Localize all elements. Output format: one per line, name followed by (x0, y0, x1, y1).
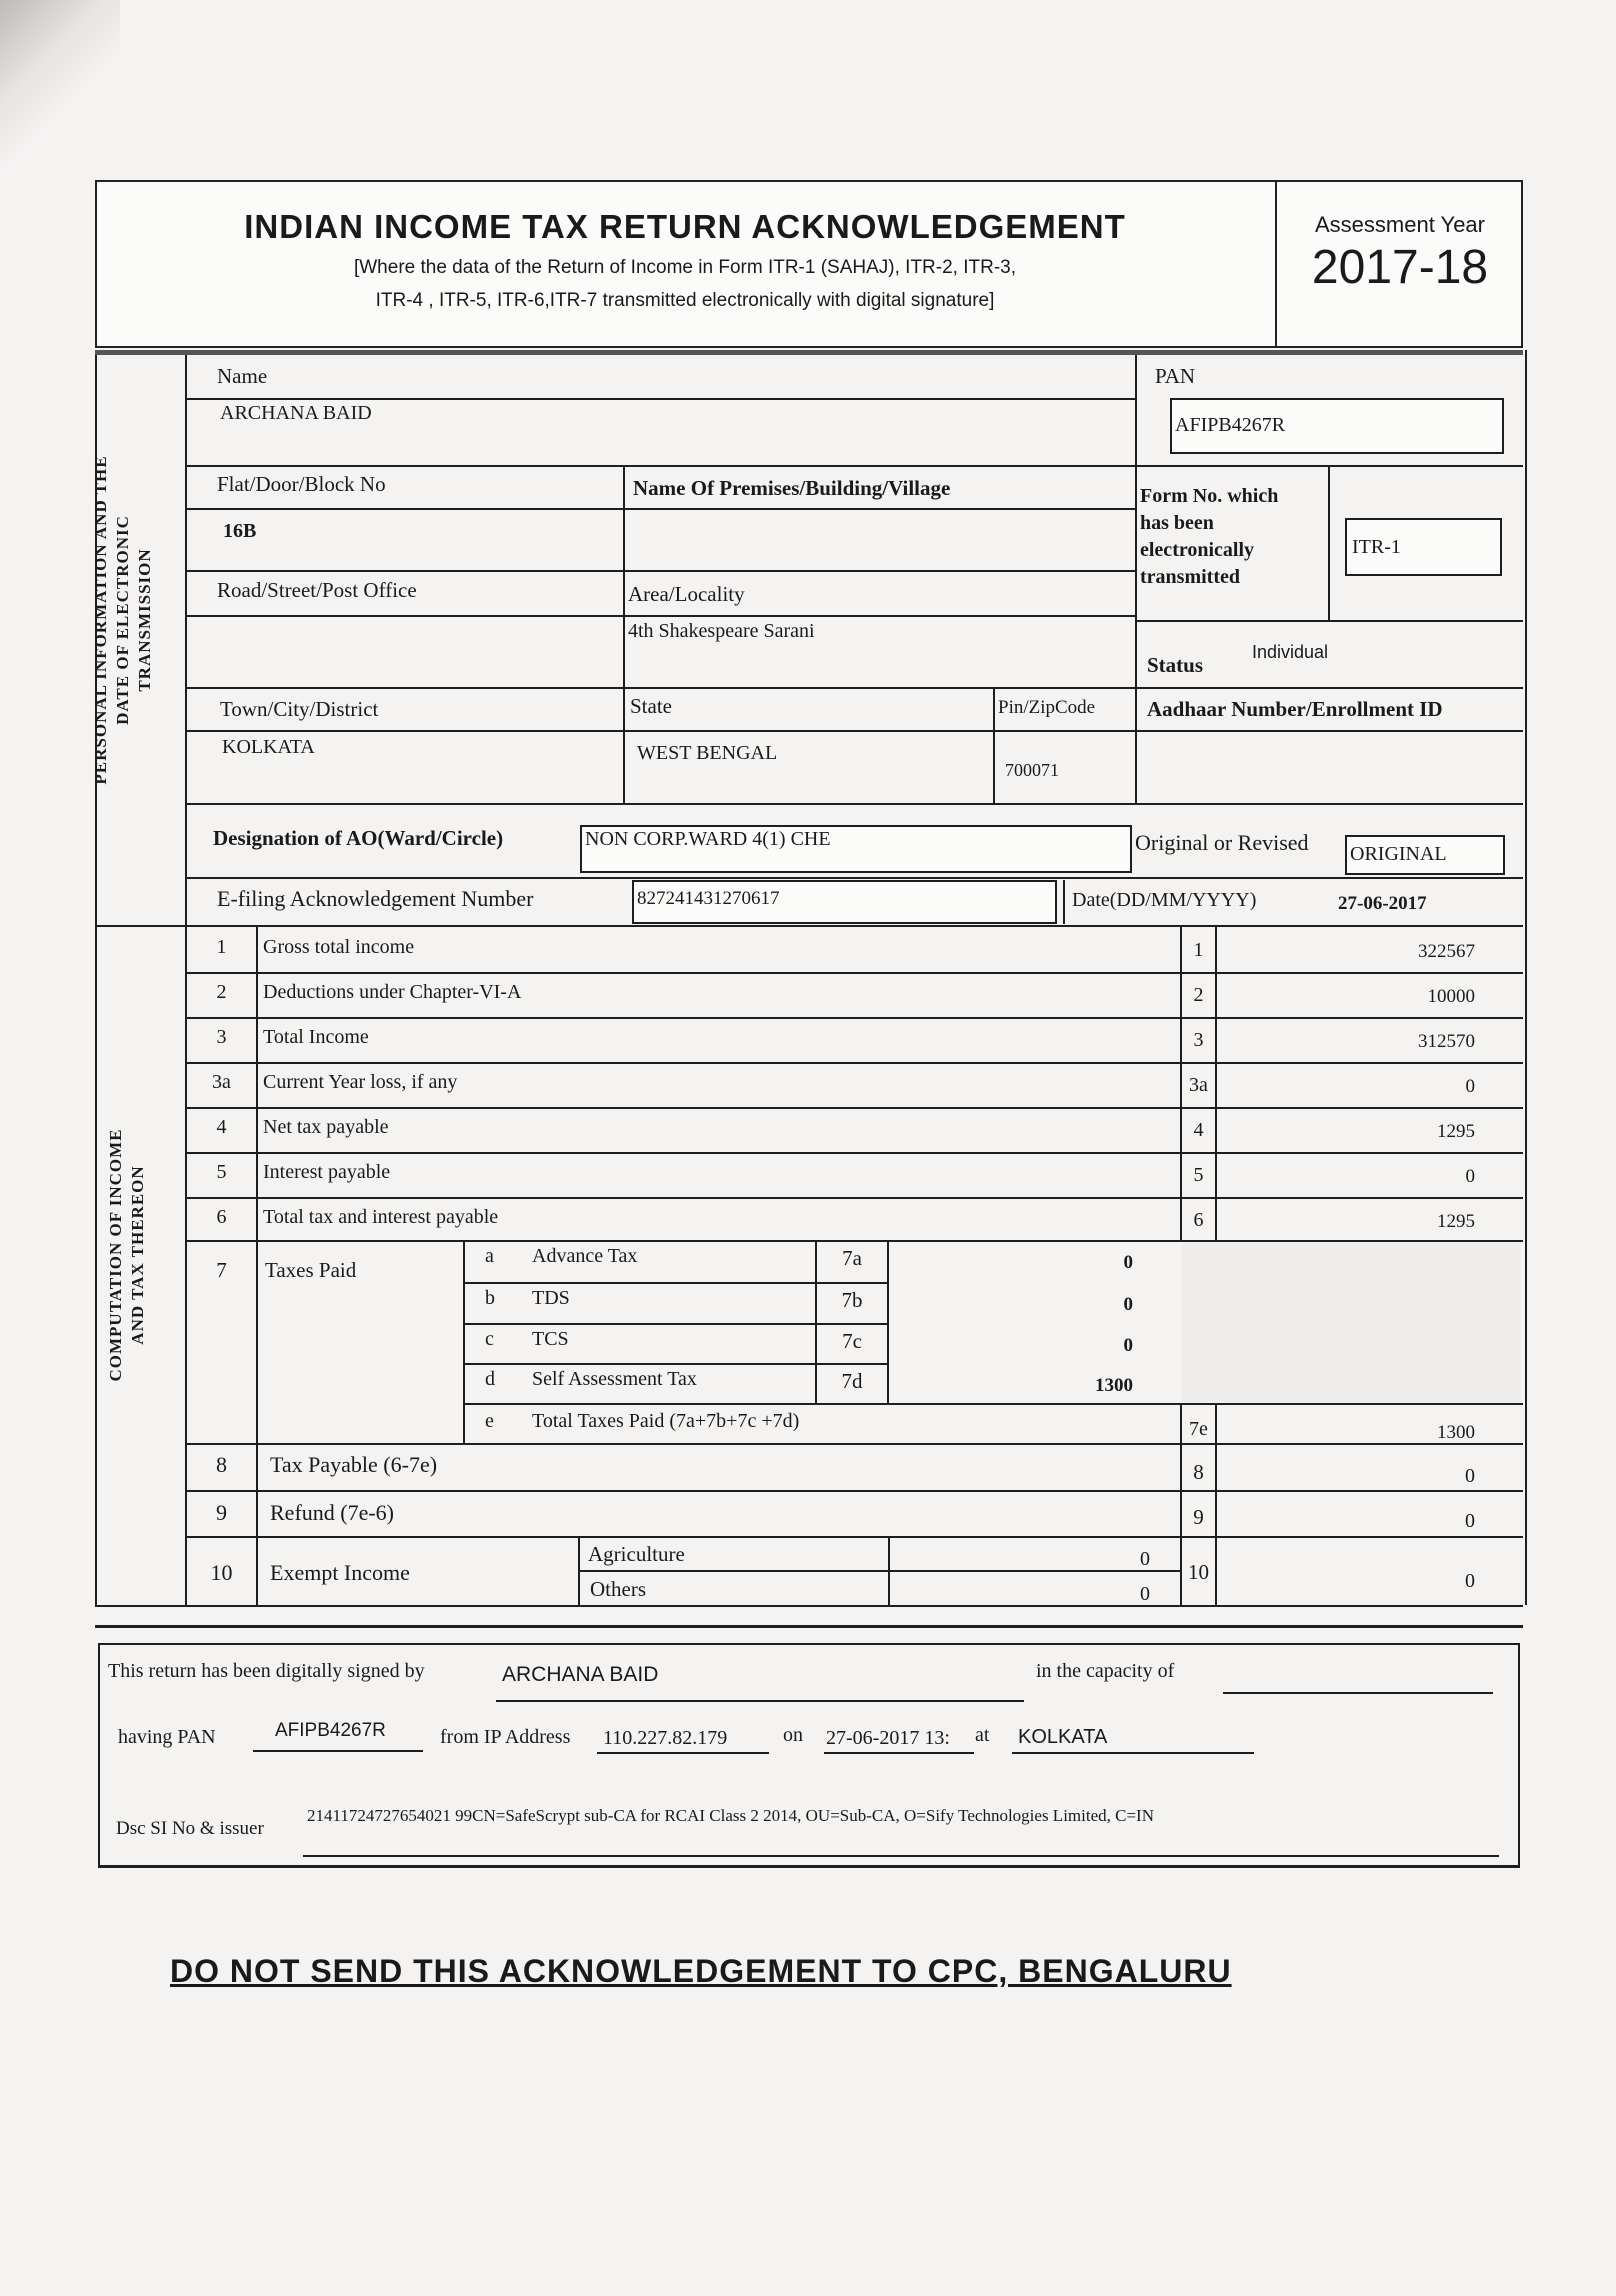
rule (187, 803, 1523, 805)
dsc-label: Dsc SI No & issuer (116, 1818, 264, 1839)
row-7-number: 7 (216, 1258, 227, 1282)
sign-place-value: KOLKATA (1018, 1726, 1108, 1748)
row-number: 3 (216, 1026, 227, 1048)
tax-item-label: Self Assessment Tax (532, 1368, 697, 1390)
at-label: at (975, 1724, 990, 1746)
form-no-label-line3: electronically (1140, 539, 1255, 561)
rule (187, 615, 1137, 617)
status-value: Individual (1252, 642, 1329, 662)
row-label: Gross total income (263, 936, 415, 958)
dsc-value: 21411724727654021 99CN=SafeScrypt sub-CA for RCAI Class 2 2014, OU=Sub-CA, O=Sify Technologies Limited, C=IN (307, 1806, 1154, 1825)
signer-pan-value: AFIPB4267R (275, 1720, 386, 1741)
form-no-label (1140, 483, 1278, 591)
rule (463, 1240, 465, 1443)
row-number: 6 (216, 1206, 227, 1228)
rule (187, 687, 1523, 689)
tax-item-ref: 7d (841, 1369, 863, 1393)
rule (887, 1240, 889, 1403)
assessment-year-value: 2017-18 (1311, 241, 1489, 294)
row-number: 4 (216, 1116, 227, 1138)
town-value: KOLKATA (222, 736, 315, 758)
row-ref: 6 (1193, 1209, 1204, 1231)
form-frame (95, 350, 1527, 1605)
row-value: 1295 (1437, 1211, 1475, 1232)
pan-label: PAN (1155, 364, 1196, 388)
rule (303, 1855, 1499, 1857)
document-title: INDIAN INCOME TAX RETURN ACKNOWLEDGEMENT (244, 208, 1126, 245)
row-7-label: Taxes Paid (265, 1258, 357, 1282)
rule (824, 1752, 974, 1754)
rule (597, 1752, 769, 1754)
row-label: Current Year loss, if any (263, 1071, 458, 1093)
rule (187, 508, 1137, 510)
pin-value: 700071 (1005, 760, 1059, 780)
rule (187, 398, 1137, 400)
row-9-label: Refund (7e-6) (270, 1500, 395, 1525)
area-label: Area/Locality (628, 582, 745, 606)
document-subtitle-line2: ITR-4 , ITR-5, ITR-6,ITR-7 transmitted electronically with digital signature] (375, 290, 995, 311)
state-label: State (630, 694, 672, 718)
sign-datetime-value: 27-06-2017 13: (826, 1727, 950, 1749)
tax-item-letter: b (485, 1287, 495, 1309)
row-label: Deductions under Chapter-VI-A (263, 981, 522, 1003)
ao-value: NON CORP.WARD 4(1) CHE (585, 828, 831, 850)
rule (95, 925, 1523, 927)
row-divider (187, 1017, 1523, 1019)
computation-section-label-line1: COMPUTATION OF INCOME (106, 1128, 125, 1382)
rule (187, 1536, 1523, 1538)
row-divider (187, 972, 1523, 974)
row-10-value: 0 (1465, 1570, 1475, 1592)
row-10-label: Exempt Income (270, 1560, 410, 1585)
agriculture-label: Agriculture (588, 1542, 685, 1566)
row-value: 0 (1465, 1166, 1475, 1187)
row-number: 3a (212, 1071, 231, 1093)
row-divider (187, 1062, 1523, 1064)
pin-label: Pin/ZipCode (998, 697, 1096, 718)
rule (1135, 620, 1523, 622)
row-value: 0 (1465, 1076, 1475, 1097)
personal-section-label-line3: TRANSMISSION (135, 548, 154, 692)
rule (1063, 880, 1065, 924)
row-9-number: 9 (216, 1500, 227, 1525)
row-8-number: 8 (216, 1452, 227, 1477)
tax-item-ref: 7c (842, 1329, 862, 1353)
rule (256, 925, 258, 1605)
name-label: Name (217, 364, 268, 388)
status-label: Status (1147, 653, 1204, 677)
name-value: ARCHANA BAID (220, 402, 372, 424)
computation-section-label (105, 1100, 165, 1410)
having-pan-label: having PAN (118, 1726, 216, 1748)
road-label: Road/Street/Post Office (217, 578, 417, 602)
ack-value: 827241431270617 (637, 888, 780, 909)
tax-item-label: TDS (532, 1287, 570, 1309)
row-8-ref: 8 (1193, 1460, 1204, 1484)
tax-item-divider (463, 1363, 887, 1365)
row-8-value: 0 (1465, 1465, 1475, 1487)
row-7e-letter: e (485, 1410, 494, 1432)
tax-item-divider (463, 1323, 887, 1325)
signed-by-value: ARCHANA BAID (502, 1663, 659, 1686)
tax-item-ref: 7a (842, 1246, 862, 1270)
row-label: Total Income (263, 1026, 369, 1048)
rule (1215, 1403, 1217, 1605)
row-value: 1295 (1437, 1121, 1475, 1142)
tax-item-letter: c (485, 1328, 494, 1350)
rule (187, 1490, 1523, 1492)
assessment-year-label: Assessment Year (1315, 212, 1485, 237)
ip-value: 110.227.82.179 (603, 1727, 728, 1749)
form-no-label-line4: transmitted (1140, 566, 1240, 588)
row-label: Interest payable (263, 1161, 391, 1183)
capacity-label: in the capacity of (1036, 1660, 1175, 1682)
tax-item-value: 1300 (1095, 1375, 1133, 1396)
ip-label: from IP Address (440, 1726, 571, 1748)
row-number: 5 (216, 1161, 227, 1183)
pan-value: AFIPB4267R (1175, 414, 1286, 436)
row-number: 1 (216, 936, 227, 958)
rule (187, 465, 1523, 467)
personal-section-label-line2: DATE OF ELECTRONIC (113, 515, 132, 725)
rule (187, 570, 1137, 572)
date-label: Date(DD/MM/YYYY) (1072, 889, 1257, 911)
ao-label: Designation of AO(Ward/Circle) (213, 826, 504, 850)
tax-item-label: Advance Tax (532, 1245, 638, 1267)
town-label: Town/City/District (220, 697, 379, 721)
row-7e-label: Total Taxes Paid (7a+7b+7c +7d) (532, 1410, 800, 1432)
tax-item-label: TCS (532, 1328, 569, 1350)
state-value: WEST BENGAL (637, 742, 778, 764)
area-value: 4th Shakespeare Sarani (628, 620, 815, 642)
rule (463, 1403, 1523, 1405)
ack-label: E-filing Acknowledgement Number (217, 886, 534, 911)
rule (95, 1625, 1523, 1628)
row-value: 10000 (1427, 986, 1475, 1007)
side-column-divider (185, 355, 187, 1605)
rule (1135, 355, 1137, 805)
row-ref: 5 (1193, 1164, 1204, 1186)
computation-section-label-line2: AND TAX THEREON (128, 1165, 147, 1345)
row-7e-value: 1300 (1437, 1422, 1475, 1443)
tax-item-value: 0 (1123, 1294, 1133, 1315)
agriculture-value: 0 (1140, 1548, 1150, 1570)
form-no-label-line2: has been (1140, 512, 1214, 534)
row-ref: 3a (1189, 1074, 1208, 1096)
taxes-paid-blank-area (1182, 1242, 1521, 1402)
form-no-value: ITR-1 (1352, 536, 1401, 558)
rule (1012, 1752, 1254, 1754)
rule (496, 1700, 1024, 1702)
tax-item-letter: d (485, 1368, 495, 1390)
row-number: 2 (216, 981, 227, 1003)
row-divider (187, 1152, 1523, 1154)
orig-rev-value: ORIGINAL (1350, 843, 1447, 865)
rule (623, 465, 625, 805)
personal-section-label (90, 435, 180, 805)
row-ref: 3 (1193, 1029, 1204, 1051)
row-divider (187, 1197, 1523, 1199)
premises-label: Name Of Premises/Building/Village (633, 476, 951, 500)
rule (253, 1750, 423, 1752)
rule (1328, 465, 1330, 620)
flat-label: Flat/Door/Block No (217, 472, 386, 496)
rule (187, 1443, 1523, 1445)
row-ref: 4 (1193, 1119, 1204, 1141)
rule (187, 877, 1523, 879)
do-not-send-note: DO NOT SEND THIS ACKNOWLEDGEMENT TO CPC, BENGALURU (170, 1953, 1232, 1989)
row-7e-ref: 7e (1189, 1418, 1208, 1440)
rule (993, 687, 995, 805)
row-9-ref: 9 (1193, 1505, 1204, 1529)
row-label: Total tax and interest payable (263, 1206, 499, 1228)
tax-item-ref: 7b (841, 1288, 863, 1312)
row-10-ref: 10 (1188, 1560, 1209, 1584)
rule (1223, 1692, 1493, 1694)
rule (187, 730, 1523, 732)
row-9-value: 0 (1465, 1510, 1475, 1532)
row-label: Net tax payable (263, 1116, 389, 1138)
orig-rev-label: Original or Revised (1135, 830, 1309, 855)
signed-by-label: This return has been digitally signed by (108, 1660, 425, 1682)
row-ref: 2 (1193, 984, 1204, 1006)
tax-item-letter: a (485, 1245, 494, 1267)
tax-item-value: 0 (1123, 1252, 1133, 1273)
row-divider (187, 1107, 1523, 1109)
row-value: 312570 (1418, 1031, 1475, 1052)
aadhaar-label: Aadhaar Number/Enrollment ID (1147, 697, 1443, 721)
form-no-label-line1: Form No. which (1140, 485, 1279, 507)
personal-section-label-line1: PERSONAL INFORMATION AND THE (91, 455, 110, 785)
tax-item-value: 0 (1123, 1335, 1133, 1356)
rule (95, 1605, 1523, 1607)
tax-item-divider (463, 1282, 887, 1284)
row-value: 322567 (1418, 941, 1475, 962)
row-10-number: 10 (210, 1560, 233, 1585)
others-value: 0 (1140, 1583, 1150, 1605)
row-8-label: Tax Payable (6-7e) (270, 1452, 438, 1477)
flat-value: 16B (223, 520, 257, 542)
form-top-rule (95, 350, 1523, 355)
on-label: on (783, 1724, 803, 1746)
row-ref: 1 (1193, 939, 1204, 961)
others-label: Others (590, 1577, 646, 1601)
date-value: 27-06-2017 (1338, 893, 1427, 914)
paper-corner-shadow (0, 0, 120, 170)
document-subtitle-line1: [Where the data of the Return of Income in Form ITR-1 (SAHAJ), ITR-2, ITR-3, (353, 257, 1017, 278)
